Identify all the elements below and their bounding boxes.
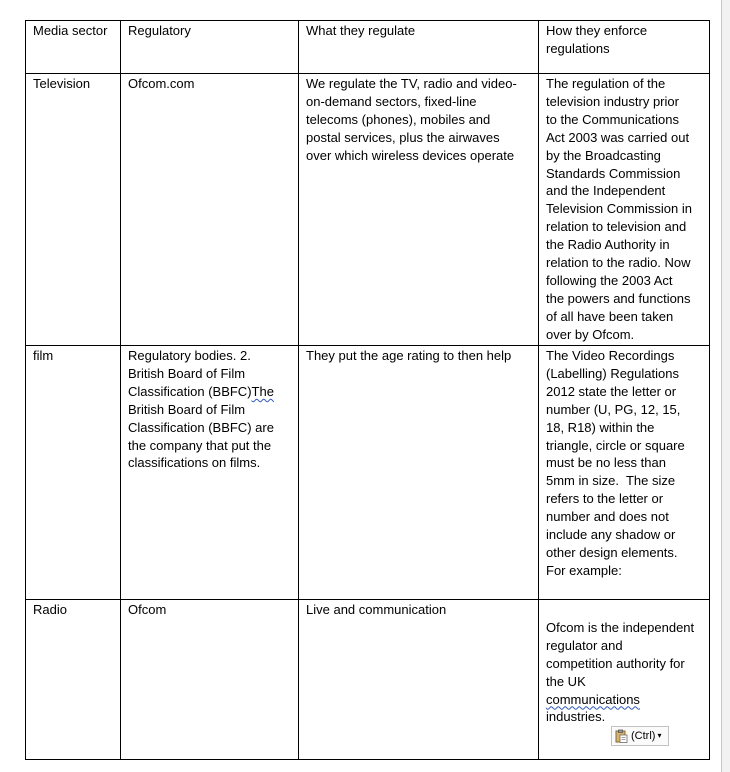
text-line: For example: <box>546 562 622 578</box>
text-line: industries. <box>546 709 606 725</box>
cell-sector[interactable]: film <box>26 346 121 600</box>
text-line: Ofcom is the independent <box>546 619 695 635</box>
text-line: 2012 state the letter or <box>546 383 677 399</box>
header-what-they-regulate[interactable]: What they regulate <box>299 21 539 74</box>
text-line: include any shadow or <box>546 527 676 543</box>
paste-options-button[interactable] <box>611 726 669 746</box>
cell-how[interactable] <box>539 74 710 346</box>
table-row-television <box>26 74 710 346</box>
text-line: over by Ofcom. <box>546 326 635 342</box>
cell-regulatory[interactable] <box>121 346 299 600</box>
text-line: the powers and functions <box>546 290 691 306</box>
text-line: Ofcom <box>128 602 167 617</box>
text-line: telecoms (phones), mobiles and <box>306 111 491 127</box>
spellcheck-flagged-word[interactable]: communications <box>546 691 640 707</box>
text-line: The Video Recordings <box>546 348 675 363</box>
text-line: the company that put the <box>128 437 272 453</box>
text-line: The regulation of the <box>546 76 666 91</box>
text-line: refers to the letter or <box>546 491 664 507</box>
text-line: Ofcom.com <box>128 76 195 91</box>
cell-what[interactable] <box>299 346 539 600</box>
header-regulatory[interactable]: Regulatory <box>121 21 299 74</box>
text-line: of all have been taken <box>546 308 674 324</box>
text-line: postal services, plus the airwaves <box>306 129 500 145</box>
text-line: Regulatory bodies. 2. <box>128 348 251 363</box>
text-line: Classification (BBFC) are <box>128 419 274 435</box>
dropdown-caret-icon: ▾ <box>657 731 662 740</box>
header-how-they-enforce[interactable] <box>539 21 710 74</box>
cell-regulatory[interactable] <box>121 74 299 346</box>
cell-sector[interactable]: Radio <box>26 600 121 760</box>
text-line: number and does not <box>546 509 669 525</box>
text-line: Live and communication <box>306 602 447 617</box>
text-line: (Labelling) Regulations <box>546 365 679 381</box>
text-line: the Radio Authority in <box>546 237 670 253</box>
text-line: number (U, PG, 12, 15, <box>546 401 681 417</box>
text-line: television industry prior <box>546 93 679 109</box>
text-line: triangle, circle or square <box>546 437 685 453</box>
text-line: Classification (BBFC) <box>128 383 252 399</box>
header-media-sector[interactable]: Media sector <box>26 21 121 74</box>
text-line: and the Independent <box>546 183 666 199</box>
text-line: following the 2003 Act <box>546 272 673 288</box>
text-line: on-demand sectors, fixed-line <box>306 93 477 109</box>
text-line: the UK <box>546 673 586 689</box>
text-line: 5mm in size. The size <box>546 473 676 489</box>
media-regulation-table <box>25 20 710 760</box>
text-line: We regulate the TV, radio and video- <box>306 76 517 91</box>
text-line: relation to television and <box>546 219 687 235</box>
cell-regulatory[interactable] <box>121 600 299 760</box>
header-how-line-1: How they enforce <box>546 23 648 38</box>
page-margin-area <box>722 0 730 772</box>
text-line: over which wireless devices operate <box>306 147 515 163</box>
text-line: by the Broadcasting <box>546 147 661 163</box>
text-line: Television Commission in <box>546 201 692 217</box>
text-line: other design elements. <box>546 544 678 560</box>
clipboard-paste-icon <box>615 729 628 743</box>
cell-what[interactable] <box>299 74 539 346</box>
text-line: competition authority for <box>546 655 685 671</box>
empty-paragraph <box>546 601 703 619</box>
text-line: They put the age rating to then help <box>306 348 512 363</box>
cell-how[interactable] <box>539 346 710 600</box>
text-line: regulator and <box>546 637 623 653</box>
text-line: relation to the radio. Now <box>546 255 691 271</box>
table-header-row <box>26 21 710 74</box>
table-row-film <box>26 346 710 600</box>
header-how-line-2: regulations <box>546 40 610 56</box>
text-line: 18, R18) within the <box>546 419 655 435</box>
cell-sector[interactable]: Television <box>26 74 121 346</box>
text-line: Standards Commission <box>546 165 681 181</box>
spellcheck-flagged-word[interactable]: The <box>251 383 274 399</box>
table-row-radio <box>26 600 710 760</box>
text-line: classifications on films. <box>128 455 261 471</box>
text-line: British Board of Film <box>128 401 246 417</box>
cell-what[interactable] <box>299 600 539 760</box>
paste-options-label: (Ctrl) <box>631 730 656 742</box>
text-line: must be no less than <box>546 455 666 471</box>
text-line: British Board of Film <box>128 365 246 381</box>
text-line: Act 2003 was carried out <box>546 129 690 145</box>
text-line: to the Communications <box>546 111 679 127</box>
